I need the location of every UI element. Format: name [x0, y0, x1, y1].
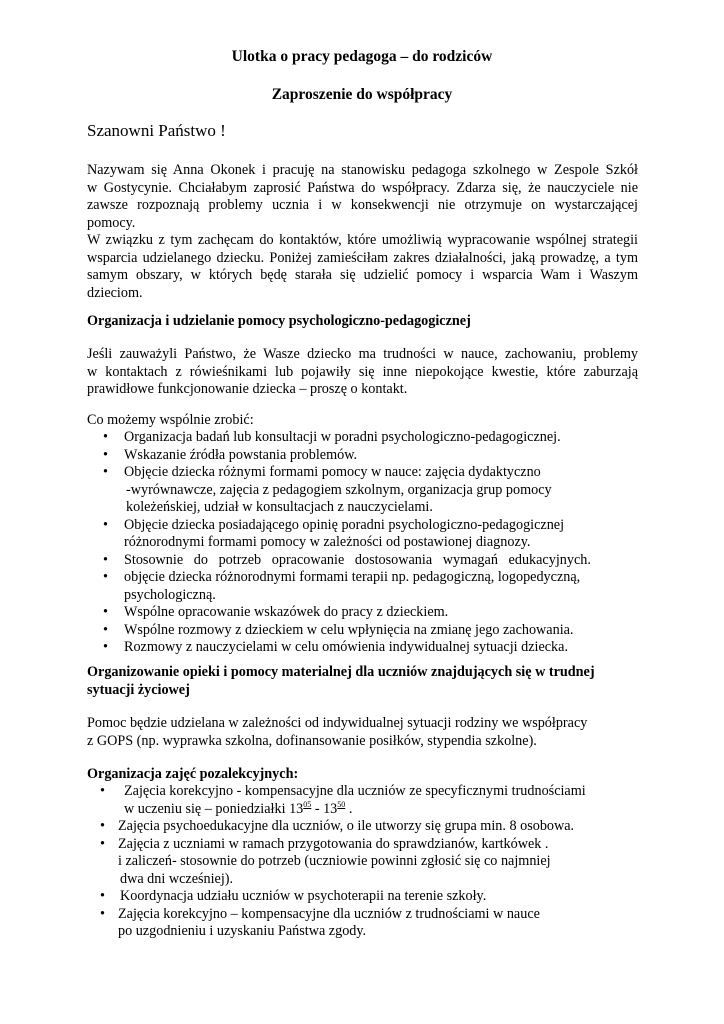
list-item-line: dwa dni wcześniej).	[120, 870, 234, 887]
list-item-line: Wspólne rozmowy z dzieckiem w celu wpłynięcia na zmianę jego zachowania.	[124, 621, 574, 638]
list-item-line: psychologiczną.	[124, 586, 216, 603]
list-item	[87, 604, 647, 622]
list-item	[87, 517, 647, 552]
list-item	[87, 888, 647, 906]
list-item-line: i zaliczeń- stosownie do potrzeb (uczniowie powinni zgłosić się co najmniej	[118, 853, 551, 869]
section1-heading: Organizacja i udzielanie pomocy psychologiczno-pedagogicznej	[87, 313, 471, 329]
list-item-line: Objęcie dziecka różnymi formami pomocy w nauce: zajęcia dydaktyczno	[124, 464, 541, 480]
bullet-icon: •	[103, 516, 108, 533]
schedule-text: w uczeniu się – poniedziałki 13	[124, 800, 304, 817]
bullet-icon: •	[100, 818, 105, 834]
list-item-line: Koordynacja udziału uczniów w psychoterapii na terenie szkoły.	[120, 888, 487, 904]
section1-paragraph	[87, 346, 638, 399]
list-item-line	[118, 801, 647, 819]
list-item	[87, 552, 647, 570]
greeting: Szanowni Państwo !	[87, 121, 226, 140]
section2-line: Pomoc będzie udzielana w zależności od indywidualnej sytuacji rodziny we współpracy	[87, 715, 588, 731]
intro-line: dzieciom.	[87, 284, 143, 301]
bullet-icon: •	[103, 446, 108, 463]
time-separator: - 13	[311, 800, 338, 817]
list-item-line: koleżeńskiej, udział w konsultacjach z nauczycielami.	[126, 499, 433, 515]
document-title: Ulotka o pracy pedagoga – do rodziców	[231, 48, 493, 65]
list-item	[87, 429, 647, 447]
section3-heading: Organizacja zajęć pozalekcyjnych:	[87, 766, 299, 782]
list-item	[87, 569, 647, 604]
list-item	[87, 818, 647, 836]
list-item-line: Zajęcia psychoedukacyjne dla uczniów, o ile utworzy się grupa min. 8 osobowa.	[118, 818, 575, 834]
bullet-icon: •	[103, 569, 108, 585]
document-subtitle: Zaproszenie do współpracy	[271, 86, 453, 103]
intro-line: zawsze rozpoznają problemy ucznia i w konsekwencji nie otrzymuje on wystarczającej	[87, 197, 638, 213]
intro-paragraph	[87, 162, 638, 302]
time-start-minutes: 05	[303, 799, 312, 809]
bullet-icon: •	[103, 429, 108, 445]
intro-line: Nazywam się Anna Okonek i pracuję na stanowisku pedagoga szkolnego w Zespole Szkół	[87, 162, 638, 178]
intro-line: samym obszary, w których będę starała się udzielić pomocy i wsparcia Wam i Waszym	[87, 267, 638, 283]
bullet-icon: •	[100, 783, 105, 799]
list-item-line: różnorodnymi formami pomocy w zależności od postawionej diagnozy.	[124, 534, 531, 550]
list-item-line: Objęcie dziecka posiadającego opinię poradni psychologiczno-pedagogicznej	[124, 516, 565, 533]
section2-heading-line: sytuacji życiowej	[87, 681, 190, 698]
bullet-icon: •	[103, 464, 108, 480]
list-item-line: Zajęcia korekcyjno - kompensacyjne dla uczniów ze specyficznymi trudnościami	[124, 783, 586, 799]
section1-line: w kontaktach z rówieśnikami lub pojawiły się inne niepokojące kwestie, które zaburzają	[87, 363, 638, 380]
list-item	[87, 906, 647, 941]
bullet-icon: •	[103, 551, 108, 568]
list-item-line: po uzgodnieniu i uzyskaniu Państwa zgody.	[118, 923, 367, 939]
list-item	[87, 783, 647, 818]
list-item-line: Wskazanie źródła powstania problemów.	[124, 446, 358, 463]
list-item	[87, 464, 647, 517]
section2-line: z GOPS (np. wyprawka szkolna, dofinansowanie posiłków, stypendia szkolne).	[87, 732, 537, 749]
bullet-icon: •	[103, 639, 108, 655]
list-item	[87, 447, 647, 465]
bullet-icon: •	[100, 905, 105, 922]
intro-line: pomocy.	[87, 214, 136, 231]
section2-heading-line: Organizowanie opieki i pomocy materialnej dla uczniów znajdujących się w trudnej	[87, 664, 595, 680]
list-item	[87, 639, 647, 657]
list-item-line: Organizacja badań lub konsultacji w poradni psychologiczno-pedagogicznej.	[124, 429, 561, 445]
list-item-line: Stosownie do potrzeb opracowanie dostosowania wymagań edukacyjnych.	[124, 551, 591, 568]
section2-heading	[87, 664, 647, 699]
list-item-line: Zajęcia korekcyjno – kompensacyjne dla uczniów z trudnościami w nauce	[118, 905, 540, 922]
bullet-icon: •	[100, 888, 105, 904]
section1-list	[87, 429, 647, 657]
bullet-icon: •	[103, 604, 108, 620]
intro-line: W związku z tym zachęcam do kontaktów, które umożliwią wypracowanie wspólnej strategii	[87, 232, 638, 248]
list-item	[87, 622, 647, 640]
time-end-minutes: 50	[337, 799, 346, 809]
intro-line: w Gostycynie. Chciałabym zaprosić Państwa do współpracy. Zdarza się, że nauczyciele nie	[87, 179, 638, 196]
list-item-line: Wspólne opracowanie wskazówek do pracy z dzieckiem.	[124, 604, 449, 620]
bullet-icon: •	[100, 835, 105, 852]
bullet-icon: •	[103, 621, 108, 638]
section3-list	[87, 783, 647, 941]
schedule-end: .	[345, 800, 353, 817]
section1-line: prawidłowe funkcjonowanie dziecka – proszę o kontakt.	[87, 381, 408, 397]
section2-paragraph	[87, 715, 638, 750]
section1-line: Jeśli zauważyli Państwo, że Wasze dziecko ma trudności w nauce, zachowaniu, problemy	[87, 346, 638, 362]
list-item-line: -wyrównawcze, zajęcia z pedagogiem szkolnym, organizacja grup pomocy	[126, 481, 552, 498]
list-item	[87, 836, 647, 889]
section1-list-intro: Co możemy wspólnie zrobić:	[87, 412, 254, 428]
list-item-line: objęcie dziecka różnorodnymi formami terapii np. pedagogiczną, logopedyczną,	[124, 569, 581, 585]
list-item-line: Rozmowy z nauczycielami w celu omówienia indywidualnej sytuacji dziecka.	[124, 639, 568, 655]
intro-line: wsparcia udzielanego dziecku. Poniżej zamieściłam zakres działalności, jaką prowadzę, a tym	[87, 249, 638, 266]
list-item-line: Zajęcia z uczniami w ramach przygotowania do sprawdzianów, kartkówek .	[118, 835, 549, 852]
